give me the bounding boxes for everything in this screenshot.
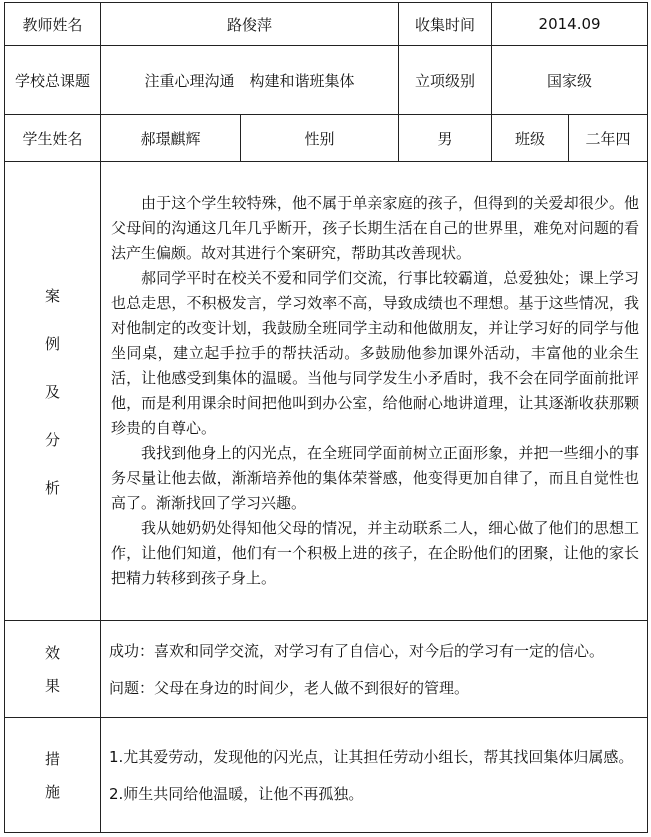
teacher-label: 教师姓名 — [5, 3, 101, 46]
measures-label-char: 施 — [44, 783, 60, 801]
student-label: 学生姓名 — [5, 115, 101, 162]
student-name: 郝璟麒辉 — [101, 115, 241, 162]
measures-label-char: 措 — [44, 750, 60, 768]
gender-value: 男 — [399, 115, 492, 162]
gender-label: 性别 — [241, 115, 399, 162]
topic-value: 注重心理沟通 构建和谐班集体 — [101, 46, 399, 115]
case-paragraph: 我找到他身上的闪光点，在全班同学面前树立正面形象，并把一些细小的事务尽量让他去做，渐渐培养他的集体荣誉感，他变得更加自律了，而且自觉性也高了。渐渐找回了学习兴趣。 — [111, 444, 640, 512]
collect-time-label: 收集时间 — [399, 3, 492, 46]
case-label-char: 例 — [44, 334, 60, 353]
case-paragraph: 郝同学平时在校关不爱和同学们交流，行事比较霸道，总爱独处；课上学习也总走思，不积极发言，学习效率不高，导致成绩也不理想。基于这些情况，我对他制定的改变计划，我鼓励全班同学主动和他做朋友，并让学习好的同学与他坐同桌，建立起手拉手的帮扶活动。多鼓励他参加课外活动，丰富他的业余生活，让他感受到集体的温暖。当他与同学发生小矛盾时，我不会在同学面前批评他，而是利用课余时间把他叫到办公室，给他耐心地讲道理，让其逐渐收获那颗珍贵的自尊心。 — [111, 269, 640, 437]
class-value: 二年四 — [569, 115, 648, 162]
row-teacher — [5, 3, 648, 46]
case-paragraph: 由于这个学生较特殊，他不属于单亲家庭的孩子，但得到的关爱却很少。他父母间的沟通这几年几乎断开，孩子长期生活在自己的世界里，难免对问题的看法产生偏颇。故对其进行个案研究，帮助其改善现状。 — [111, 194, 640, 262]
row-topic — [5, 46, 648, 115]
case-analysis-body — [101, 162, 648, 621]
effect-label-char: 果 — [44, 677, 60, 695]
case-label-char: 案 — [44, 286, 60, 305]
level-label: 立项级别 — [399, 46, 492, 115]
effect-success: 成功：喜欢和同学交流，对学习有了自信心，对今后的学习有一定的信心。 — [109, 642, 605, 660]
level-value: 国家级 — [492, 46, 648, 115]
measure-item: 2.师生共同给他温暖，让他不再孤独。 — [109, 785, 364, 803]
collect-time-value: 2014.09 — [492, 3, 648, 46]
case-label-char: 及 — [44, 382, 60, 401]
row-measures — [5, 718, 648, 833]
measures-body — [101, 718, 648, 833]
effect-problem: 问题：父母在身边的时间少，老人做不到很好的管理。 — [109, 679, 470, 697]
effect-label — [5, 621, 101, 718]
case-paragraph: 我从她奶奶处得知他父母的情况，并主动联系二人，细心做了他们的思想工作，让他们知道，他们有一个积极上进的孩子，在企盼他们的团聚，让他的家长把精力转移到孩子身上。 — [111, 519, 640, 587]
case-label-char: 析 — [44, 478, 60, 497]
row-case-analysis — [5, 162, 648, 621]
effect-body — [101, 621, 648, 718]
row-effect — [5, 621, 648, 718]
measures-label — [5, 718, 101, 833]
case-record-table — [4, 2, 648, 833]
topic-label: 学校总课题 — [5, 46, 101, 115]
class-label: 班级 — [492, 115, 569, 162]
row-student — [5, 115, 648, 162]
case-label-char: 分 — [44, 430, 60, 449]
case-analysis-label — [5, 162, 101, 621]
teacher-name: 路俊萍 — [101, 3, 399, 46]
effect-label-char: 效 — [44, 644, 60, 662]
measure-item: 1.尤其爱劳动，发现他的闪光点，让其担任劳动小组长，帮其找回集体归属感。 — [109, 748, 634, 766]
